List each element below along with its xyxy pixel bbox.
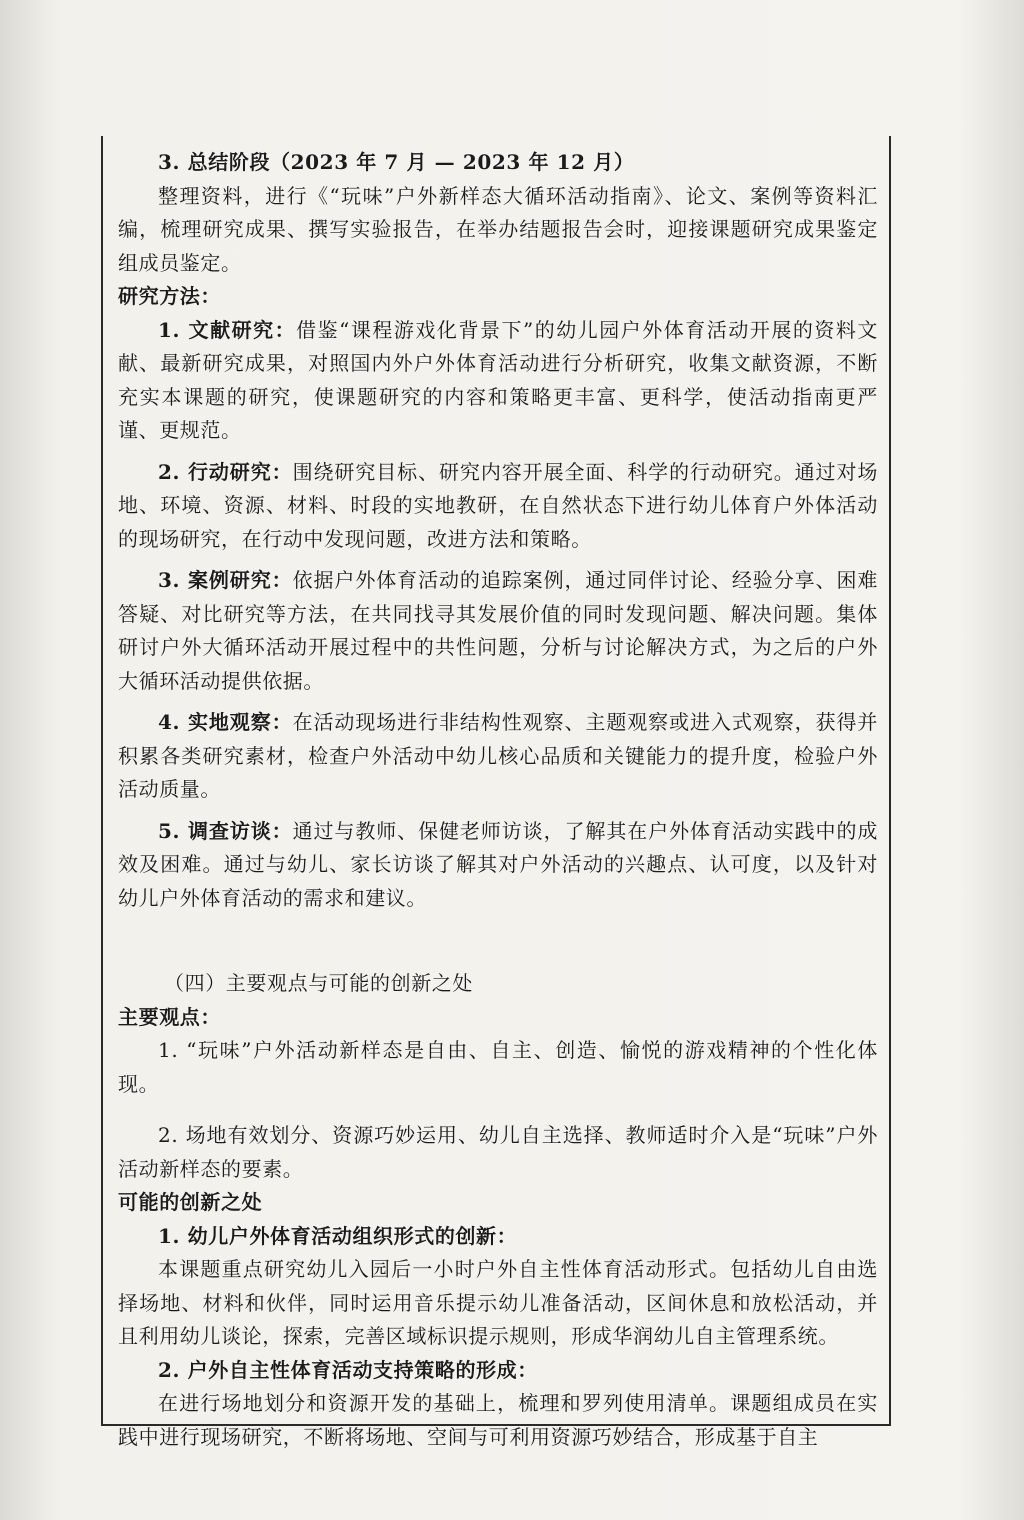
- method-text: 围绕研究目标、研究内容开展全面、科学的行动研究。通过对场地、环境、资源、材料、时段的实地教研，在自然状态下进行幼儿体育户外体活动的现场研究，在行动中发现问题，改进方法和策略。: [118, 459, 878, 551]
- methods-title: 研究方法：: [118, 284, 221, 308]
- method-item: [118, 564, 878, 698]
- method-label: 1. 文献研究：: [158, 317, 297, 342]
- method-item: [118, 314, 878, 448]
- method-item: [118, 456, 878, 557]
- method-text: 通过与教师、保健老师访谈，了解其在户外体育活动实践中的成效及困难。通过与幼儿、家长访谈了解其对户外活动的兴趣点、认可度，以及针对幼儿户外体育活动的需求和建议。: [118, 818, 878, 910]
- view-item: 2. 场地有效划分、资源巧妙运用、幼儿自主选择、教师适时介入是“玩味”户外活动新样态的要素。: [118, 1123, 878, 1181]
- section4-heading: （四）主要观点与可能的创新之处: [164, 971, 473, 995]
- method-item: [118, 706, 878, 807]
- innovation-label: 2. 户外自主性体育活动支持策略的形成：: [158, 1357, 538, 1382]
- method-label: 3. 案例研究：: [158, 568, 293, 592]
- stage3-heading: 3. 总结阶段（2023 年 7 月 — 2023 年 12 月）: [158, 150, 635, 174]
- innovation-text: 本课题重点研究幼儿入园后一小时户外自主性体育活动形式。包括幼儿自由选择场地、材料和伙伴，同时运用音乐提示幼儿准备活动，区间休息和放松活动，并且利用幼儿谈论，探索，完善区域标识提示规则，形成华润幼儿自主管理系统。: [118, 1257, 878, 1348]
- method-label: 2. 行动研究：: [158, 459, 293, 484]
- method-item: [118, 815, 878, 916]
- method-label: 4. 实地观察：: [158, 710, 293, 734]
- view-item: 1. “玩味”户外活动新样态是自由、自主、创造、愉悦的游戏精神的个性化体现。: [118, 1038, 878, 1096]
- innovation-label: 1. 幼儿户外体育活动组织形式的创新：: [158, 1223, 518, 1248]
- views-title: 主要观点：: [118, 1004, 221, 1029]
- method-text: 在活动现场进行非结构性观察、主题观察或进入式观察，获得并积累各类研究素材，检查户外活动中幼儿核心品质和关键能力的提升度，检验户外活动质量。: [118, 710, 878, 801]
- method-text: 依据户外体育活动的追踪案例，通过同伴讨论、经验分享、困难答疑、对比研究等方法，在共同找寻其发展价值的同时发现问题、解决问题。集体研讨户外大循环活动开展过程中的共性问题，分析与讨论解决方式，为之后的户外大循环活动提供依据。: [118, 568, 878, 693]
- document-body: [118, 146, 878, 1454]
- stage3-body: 整理资料，进行《“玩味”户外新样态大循环活动指南》、论文、案例等资料汇编，梳理研究成果、撰写实验报告，在举办结题报告会时，迎接课题研究成果鉴定组成员鉴定。: [118, 183, 878, 275]
- innovation-text: 在进行场地划分和资源开发的基础上，梳理和罗列使用清单。课题组成员在实践中进行现场研究，不断将场地、空间与可利用资源巧妙结合，形成基于自主: [118, 1391, 878, 1449]
- method-text: 借鉴“课程游戏化背景下”的幼儿园户外体育活动开展的资料文献、最新研究成果，对照国内外户外体育活动进行分析研究，收集文献资源，不断充实本课题的研究，使课题研究的内容和策略更丰富、更科学，使活动指南更严谨、更规范。: [118, 317, 878, 442]
- innovation-title: 可能的创新之处: [118, 1190, 263, 1214]
- method-label: 5. 调查访谈：: [158, 818, 293, 843]
